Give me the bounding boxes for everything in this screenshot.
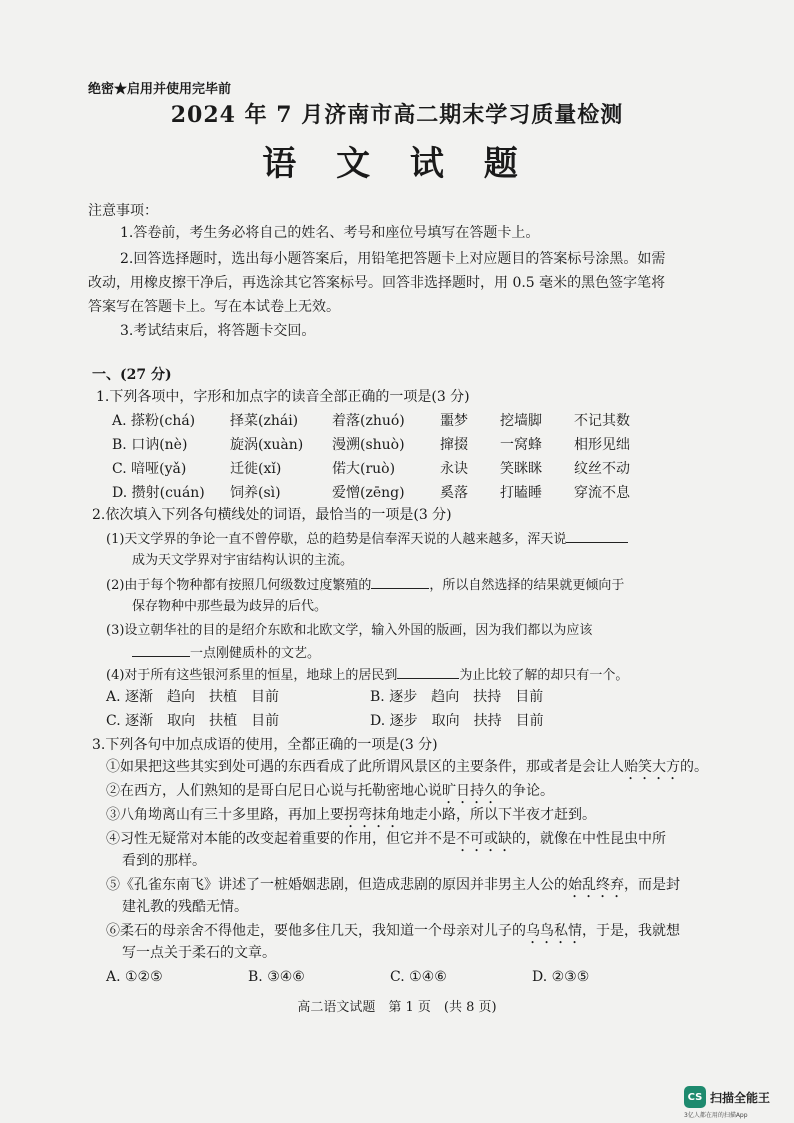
q3-i2-pre: ②在西方，人们熟知的是哥白尼日心说与托勒密地心说 — [106, 783, 442, 799]
subject-title: 语 文 试 题 — [262, 144, 532, 184]
exam-title: 2024 年 7 月济南市高二期末学习质量检测 — [170, 102, 624, 128]
q3-item-1 — [106, 756, 708, 783]
q2-sentence-3-cont — [132, 642, 320, 665]
q2-option-a: A. 逐渐 趋向 扶植 目前 — [106, 689, 280, 705]
q1-cell: B. 口讷(nè) — [112, 437, 188, 453]
q1-cell: 相形见绌 — [574, 437, 630, 453]
q1-cell: 饲养(sì) — [230, 485, 281, 501]
blank-line — [397, 664, 459, 679]
camscanner-icon: CS — [684, 1086, 706, 1108]
q3-i4-idiom: 不可或缺 — [456, 831, 512, 847]
q3-option-a: A. ①②⑤ — [106, 969, 163, 985]
q3-option-b: B. ③④⑥ — [248, 969, 305, 985]
q3-option-d: D. ②③⑤ — [532, 969, 590, 985]
q1-cell: 一窝蜂 — [500, 437, 542, 453]
q3-item-3 — [106, 804, 596, 831]
q1-cell: 择菜(zhái) — [230, 413, 299, 429]
notice-item-2-line-2: 改动，用橡皮擦干净后，再选涂其它答案标号。回答非选择题时，用 0.5 毫米的黑色签字笔将 — [88, 275, 666, 291]
confidential-label: 绝密★启用并使用完毕前 — [88, 82, 232, 97]
section-title: 一、(27 分) — [92, 367, 172, 383]
q3-i6-pre: ⑥柔石的母亲舍不得他走，要他多住几天，我知道一个母亲对儿子的 — [106, 923, 526, 939]
q1-cell: 着落(zhuó) — [332, 413, 405, 429]
q1-cell: 旋涡(xuàn) — [230, 437, 304, 453]
q1-cell: 迁徙(xǐ) — [230, 461, 282, 477]
blank-line — [371, 574, 429, 589]
q1-cell: 撺掇 — [440, 437, 468, 453]
q1-cell: 打瞌睡 — [500, 485, 542, 501]
q3-i2-post: 的争论。 — [498, 783, 554, 799]
q3-i4-pre: ④习性无疑常对本能的改变起着重要的作用，但它并不是 — [106, 831, 456, 847]
notice-item-2-line-3: 答案写在答题卡上。写在本试卷上无效。 — [88, 299, 340, 315]
q1-cell: 永诀 — [440, 461, 468, 477]
q3-item-6-cont: 写一点关于柔石的文章。 — [122, 945, 276, 961]
q2-sentence-2-cont: 保存物种中那些最为歧异的后代。 — [132, 599, 328, 614]
q3-item-4-cont: 看到的那样。 — [122, 853, 206, 869]
q2-s4-text-b: 为止比较了解的却只有一个。 — [459, 668, 629, 683]
page-footer: 高二语文试题 第 1 页 (共 8 页) — [297, 1000, 497, 1015]
q2-sentence-1-cont: 成为天文学界对宇宙结构认识的主流。 — [132, 553, 354, 568]
q1-cell: 漫溯(shuò) — [332, 437, 405, 453]
q3-i1-post: 的。 — [680, 759, 708, 775]
q1-cell: 爱憎(zēng) — [332, 485, 405, 501]
q2-sentence-2 — [106, 574, 624, 597]
q3-i5-idiom: 始乱终弃 — [568, 877, 624, 893]
q3-item-5-cont: 建礼教的残酷无情。 — [122, 899, 248, 915]
q3-stem: 3.下列各句中加点成语的使用，全都正确的一项是(3 分) — [92, 737, 438, 753]
q3-i3-pre: ③八角坳离山有三十多里路，再加上要 — [106, 807, 344, 823]
q3-i4-post: 的，就像在中性昆虫中所 — [512, 831, 666, 847]
scanner-tagline: 3亿人都在用的扫描App — [684, 1112, 748, 1119]
q2-option-d: D. 逐步 取向 扶持 目前 — [370, 713, 544, 729]
q3-option-c: C. ①④⑥ — [390, 969, 447, 985]
q1-cell: D. 攒射(cuán) — [112, 485, 205, 501]
q1-cell: 噩梦 — [440, 413, 468, 429]
q2-sentence-3: (3)设立朝华社的目的是绍介东欧和北欧文学，输入外国的版画，因为我们都以为应该 — [106, 623, 593, 638]
q2-s2-text-b: ，所以自然选择的结果就更倾向于 — [429, 578, 625, 593]
q1-cell: 纹丝不动 — [574, 461, 630, 477]
q1-cell: 笑眯眯 — [500, 461, 542, 477]
q1-cell: 不记其数 — [574, 413, 630, 429]
scanner-brand-name: 扫描全能王 — [710, 1090, 771, 1105]
blank-line — [566, 528, 628, 543]
q3-i5-pre: ⑤《孔雀东南飞》讲述了一桩婚姻悲剧，但造成悲剧的原因并非男主人公的 — [106, 877, 568, 893]
notice-item-2-line-1: 2.回答选择题时，选出每小题答案后，用铅笔把答题卡上对应题目的答案标号涂黑。如需 — [120, 251, 666, 267]
q2-s3-text-b: 一点刚健质朴的文艺。 — [190, 646, 321, 661]
notice-item-3: 3.考试结束后，将答题卡交回。 — [120, 323, 316, 339]
q3-i5-post: ，而是封 — [624, 877, 680, 893]
q3-item-2 — [106, 780, 554, 807]
blank-line — [132, 642, 190, 657]
q2-s4-text-a: (4)对于所有这些银河系里的恒星，地球上的居民到 — [106, 668, 398, 683]
notice-heading: 注意事项： — [88, 203, 158, 219]
q3-i2-idiom: 旷日持久 — [442, 783, 498, 799]
q2-s1-text: (1)天文学界的争论一直不曾停歇，总的趋势是信奉浑天说的人越来越多，浑天说 — [106, 532, 567, 547]
q3-i6-post: ，于是，我就想 — [582, 923, 680, 939]
q1-cell: 偌大(ruò) — [332, 461, 396, 477]
q3-i1-pre: ①如果把这些其实到处可遇的东西看成了此所谓风景区的主要条件，那或者是会让人 — [106, 759, 624, 775]
notice-item-1: 1.答卷前，考生务必将自己的姓名、考号和座位号填写在答题卡上。 — [120, 225, 540, 241]
q3-i3-post: 地走小路，所以下半夜才赶到。 — [400, 807, 596, 823]
scanner-watermark — [684, 1086, 770, 1108]
q1-cell: 挖墙脚 — [500, 413, 542, 429]
q1-cell: C. 喑哑(yǎ) — [112, 461, 187, 477]
q2-s2-text-a: (2)由于每个物种都有按照几何级数过度繁殖的 — [106, 578, 372, 593]
q1-cell: A. 搽粉(chá) — [112, 413, 196, 429]
q3-i1-idiom: 贻笑大方 — [624, 759, 680, 775]
q3-i6-idiom: 乌鸟私情 — [526, 923, 582, 939]
q2-stem: 2.依次填入下列各句横线处的词语，最恰当的一项是(3 分) — [92, 507, 452, 523]
q2-option-b: B. 逐步 趋向 扶持 目前 — [370, 689, 544, 705]
q1-stem: 1.下列各项中，字形和加点字的读音全部正确的一项是(3 分) — [96, 389, 470, 405]
q2-option-c: C. 逐渐 取向 扶植 目前 — [106, 713, 280, 729]
q2-sentence-1 — [106, 528, 628, 551]
q1-cell: 穿流不息 — [574, 485, 630, 501]
q3-i3-idiom: 拐弯抹角 — [344, 807, 400, 823]
q1-cell: 奚落 — [440, 485, 468, 501]
q2-sentence-4 — [106, 664, 628, 687]
